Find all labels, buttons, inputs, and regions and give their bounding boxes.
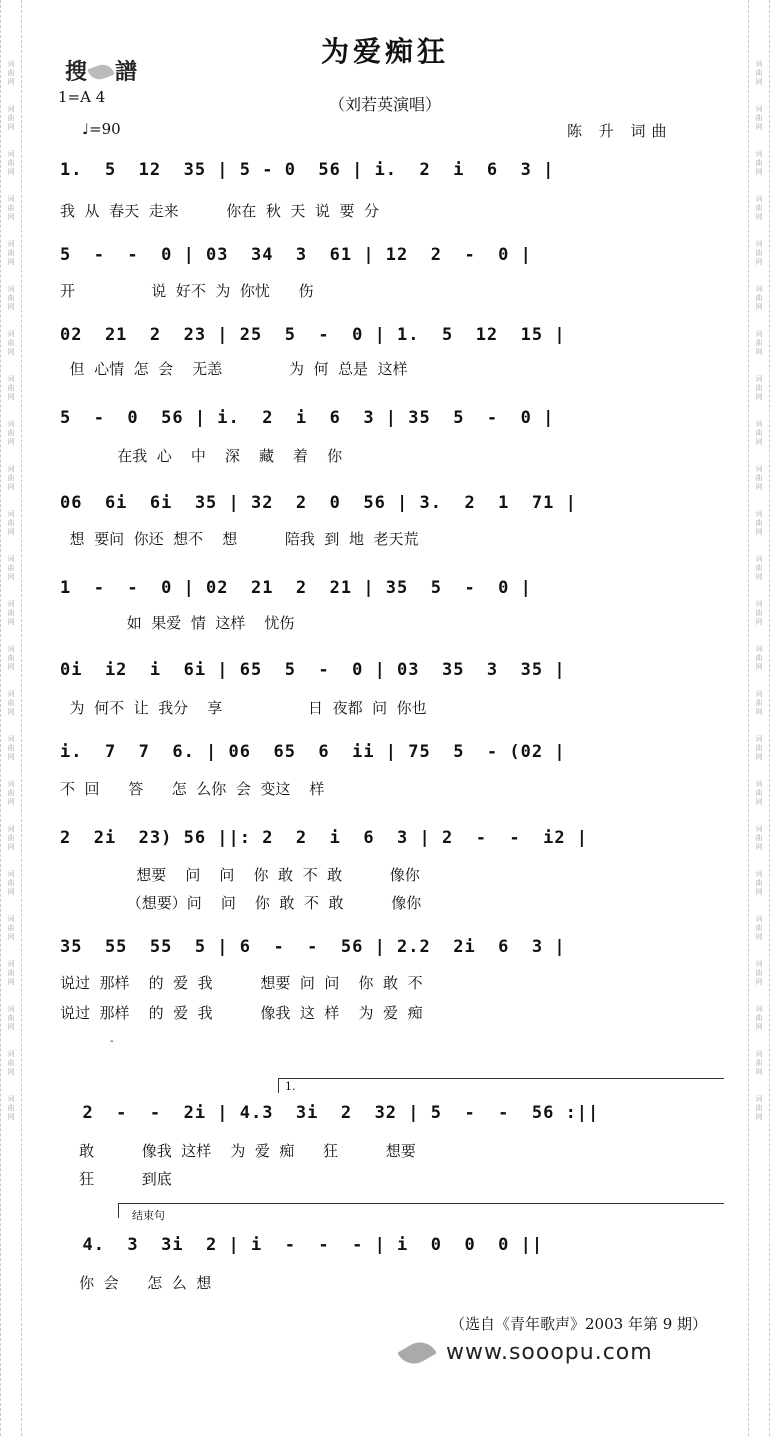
- stray-mark: -: [110, 1036, 114, 1047]
- notation-row-3: 02 21 2 23 | 25 5 - 0 | 1. 5 12 15 |: [60, 325, 566, 345]
- site-url: www.sooopu.com: [446, 1340, 653, 1365]
- lyric-row-11a: 敢 像我 这样 为 爱 痴 狂 想要: [60, 1142, 416, 1160]
- lyric-row-2: 开 说 好不 为 你忧 伤: [60, 282, 314, 300]
- logo-text-right: 譜: [115, 60, 138, 85]
- lyric-row-10a: 说过 那样 的 爱 我 想要 问 问 你 敢 不: [60, 974, 423, 992]
- key-signature: 1=A 4: [58, 88, 106, 106]
- lyric-row-6: 如 果爱 情 这样 忧伤: [60, 614, 295, 632]
- lyric-row-5: 想 要问 你还 想不 想 陪我 到 地 老天荒: [60, 530, 419, 548]
- left-watermark-strip: 词 曲 网 词 曲 网 词 曲 网 词 曲 网 词 曲 网 词 曲 网 词 曲 网 词 曲 网 词 曲 网 词 曲 网 词 曲 网 词 曲 网 词 曲 网 词 曲 网 词 曲 网 词 曲 网 词 曲 网 词 曲 网 词 曲 网 词 曲 网 词 曲 网 词 曲 网 词 曲 网 词 曲 网: [0, 0, 22, 1436]
- notation-row-4: 5 - 0 56 | i. 2 i 6 3 | 35 5 - 0 |: [60, 408, 555, 428]
- notation-row-7: 0i i2 i 6i | 65 5 - 0 | 03 35 3 35 |: [60, 660, 566, 680]
- lyric-row-9b: （想要）问 问 你 敢 不 敢 像你: [60, 894, 422, 912]
- lyric-row-1: 我 从 春天 走来 你在 秋 天 说 要 分: [60, 202, 379, 220]
- ending-label: 结束句: [132, 1209, 165, 1222]
- notation-row-5: 06 6i 6i 35 | 32 2 0 56 | 3. 2 1 71 |: [60, 493, 577, 513]
- lyric-row-4: 在我 心 中 深 藏 着 你: [60, 447, 343, 465]
- tempo-marking: ♩=90: [82, 120, 121, 138]
- lyric-row-8: 不 回 答 怎 么你 会 变这 样: [60, 780, 325, 798]
- lyric-row-9a: 想要 问 问 你 敢 不 敢 像你: [60, 866, 420, 884]
- ending-bracket: [118, 1203, 724, 1218]
- singer-credit: （刘若英演唱）: [328, 95, 441, 114]
- notation-row-10: 35 55 55 5 | 6 - - 56 | 2.2 2i 6 3 |: [60, 937, 566, 957]
- lyric-row-7: 为 何不 让 我分 享 日 夜都 问 你也: [60, 699, 427, 717]
- song-title: 为爱痴狂: [320, 35, 449, 68]
- notation-row-2: 5 - - 0 | 03 34 3 61 | 12 2 - 0 |: [60, 245, 532, 265]
- volta-label: 1.: [285, 1080, 296, 1093]
- source-note: （选自《青年歌声》2003 年第 9 期）: [450, 1315, 708, 1333]
- notation-row-1: 1. 5 12 35 | 5 - 0 56 | i. 2 i 6 3 |: [60, 160, 555, 180]
- volta-bracket: [278, 1078, 724, 1093]
- site-watermark: [400, 1340, 653, 1365]
- composer-credit: 陈 升 词曲: [567, 122, 673, 140]
- notation-row-6: 1 - - 0 | 02 21 2 21 | 35 5 - 0 |: [60, 578, 532, 598]
- logo-text-left: 搜: [65, 60, 88, 85]
- notation-row-9: 2 2i 23) 56 ||: 2 2 i 6 3 | 2 - - i2 |: [60, 828, 589, 848]
- lyric-row-3: 但 心情 怎 会 无恙 为 何 总是 这样: [60, 360, 408, 378]
- lyric-row-11b: 狂 到底: [60, 1170, 172, 1188]
- leaf-icon: [397, 1336, 436, 1370]
- notation-row-8: i. 7 7 6. | 06 65 6 ii | 75 5 - (02 |: [60, 742, 566, 762]
- notation-row-12: 4. 3 3i 2 | i - - - | i 0 0 0 ||: [60, 1235, 544, 1255]
- right-watermark-strip: 词 曲 网 词 曲 网 词 曲 网 词 曲 网 词 曲 网 词 曲 网 词 曲 网 词 曲 网 词 曲 网 词 曲 网 词 曲 网 词 曲 网 词 曲 网 词 曲 网 词 曲 网 词 曲 网 词 曲 网 词 曲 网 词 曲 网 词 曲 网 词 曲 网 词 曲 网 词 曲 网 词 曲 网: [748, 0, 770, 1436]
- lyric-row-10b: 说过 那样 的 爱 我 像我 这 样 为 爱 痴: [60, 1004, 423, 1022]
- notation-row-11: 2 - - 2i | 4.3 3i 2 32 | 5 - - 56 :||: [60, 1103, 600, 1123]
- lyric-row-12: 你 会 怎 么 想: [60, 1274, 212, 1292]
